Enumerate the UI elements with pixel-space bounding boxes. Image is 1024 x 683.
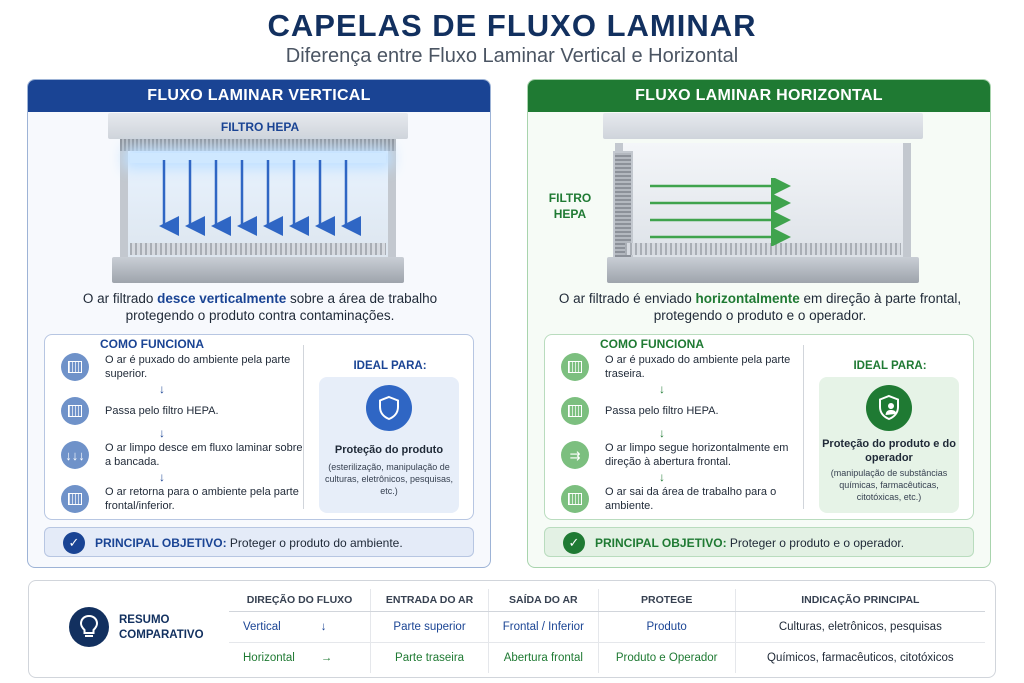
step-4: O ar sai da área de trabalho para o ambiente. — [561, 485, 799, 513]
ideal-sub: (manipulação de substâncias químicas, farmacêuticas, citotóxicas, etc.) — [830, 468, 948, 502]
page-title: CAPELAS DE FLUXO LAMINAR — [267, 8, 757, 43]
how-title: COMO FUNCIONA — [67, 337, 237, 351]
ideal-main: Proteção do produto — [334, 444, 444, 456]
lightbulb-icon — [69, 607, 109, 647]
filter-grid-icon — [61, 397, 89, 425]
exit-vent-icon — [61, 485, 89, 513]
ideal-box — [819, 377, 959, 513]
vertical-objective: ✓ PRINCIPAL OBJETIVO: Proteger o produto do ambiente. — [44, 527, 474, 557]
step-1: O ar é puxado do ambiente pela parte traseira. — [561, 353, 799, 381]
down-arrow-icon: ↓ — [659, 382, 665, 396]
horizontal-flow-panel — [527, 79, 991, 568]
right-arrows-icon: ⇉ — [561, 441, 589, 469]
horizontal-how-it-works — [544, 334, 974, 520]
filter-grid-icon — [561, 397, 589, 425]
filter-grid-icon — [61, 353, 89, 381]
col-header: INDICAÇÃO PRINCIPAL — [735, 589, 985, 611]
col-header: PROTEGE — [598, 589, 735, 611]
ideal-main: Proteção do produto e do operador — [822, 438, 956, 464]
horizontal-airflow-arrows — [648, 178, 798, 246]
how-title: COMO FUNCIONA — [567, 337, 737, 351]
step-3: ⇉ O ar limpo segue horizontalmente em direção à abertura frontal. — [561, 441, 799, 469]
right-arrow-icon: → — [320, 651, 333, 664]
filter-grid-icon — [561, 353, 589, 381]
shield-icon — [366, 385, 412, 431]
horizontal-description: O ar filtrado é enviado horizontalmente em direção à parte frontal, protegendo o produto e o operador. — [558, 291, 962, 323]
comparative-summary — [28, 580, 996, 678]
down-arrow-icon: ↓ — [659, 470, 665, 484]
col-header: SAÍDA DO AR — [488, 589, 598, 611]
down-arrow-icon: ↓ — [659, 426, 665, 440]
ideal-box — [319, 377, 459, 513]
step-4: O ar retorna para o ambiente pela parte frontal/inferior. — [61, 485, 299, 513]
ideal-title: IDEAL PARA: — [853, 360, 927, 372]
step-3: ↓↓↓ O ar limpo desce em fluxo laminar sobre a bancada. — [61, 441, 299, 469]
page-subtitle: Diferença entre Fluxo Laminar Vertical e Horizontal — [285, 45, 739, 67]
horizontal-hepa-label: FILTRO HEPA — [548, 191, 592, 221]
vertical-airflow-arrows — [154, 158, 366, 236]
ideal-sub: (esterilização, manipulação de culturas, eletrônicos, pesquisas, etc.) — [324, 462, 454, 496]
down-arrow-icon: ↓ — [320, 620, 327, 633]
vertical-description: O ar filtrado desce verticalmente sobre a área de trabalho protegendo o produto contra contaminações. — [82, 291, 438, 323]
col-header: ENTRADA DO AR — [371, 589, 489, 611]
step-2: Passa pelo filtro HEPA. — [61, 397, 299, 425]
table-row: Vertical ↓ Parte superior Frontal / Inferior Produto Culturas, eletrônicos, pesquisas — [229, 611, 985, 642]
down-arrow-icon: ↓ — [159, 426, 165, 440]
check-icon: ✓ — [63, 532, 85, 554]
vertical-hepa-label: FILTRO HEPA — [220, 120, 300, 134]
exit-vent-icon — [561, 485, 589, 513]
step-1: O ar é puxado do ambiente pela parte superior. — [61, 353, 299, 381]
down-arrows-icon: ↓↓↓ — [61, 441, 89, 469]
summary-table — [229, 589, 985, 673]
summary-title: RESUMO COMPARATIVO — [119, 614, 204, 641]
vertical-flow-panel — [27, 79, 491, 568]
down-arrow-icon: ↓ — [159, 382, 165, 396]
step-2: Passa pelo filtro HEPA. — [561, 397, 799, 425]
col-header: DIREÇÃO DO FLUXO — [229, 589, 371, 611]
ideal-title: IDEAL PARA: — [353, 360, 427, 372]
shield-person-icon — [866, 385, 912, 431]
check-icon: ✓ — [563, 532, 585, 554]
horizontal-panel-heading: FLUXO LAMINAR HORIZONTAL — [528, 80, 990, 112]
vertical-panel-heading: FLUXO LAMINAR VERTICAL — [28, 80, 490, 112]
vertical-how-it-works — [44, 334, 474, 520]
down-arrow-icon: ↓ — [159, 470, 165, 484]
table-row: Horizontal → Parte traseira Abertura frontal Produto e Operador Químicos, farmacêuticos, citotóxicos — [229, 642, 985, 673]
horizontal-objective: ✓ PRINCIPAL OBJETIVO: Proteger o produto e o operador. — [544, 527, 974, 557]
